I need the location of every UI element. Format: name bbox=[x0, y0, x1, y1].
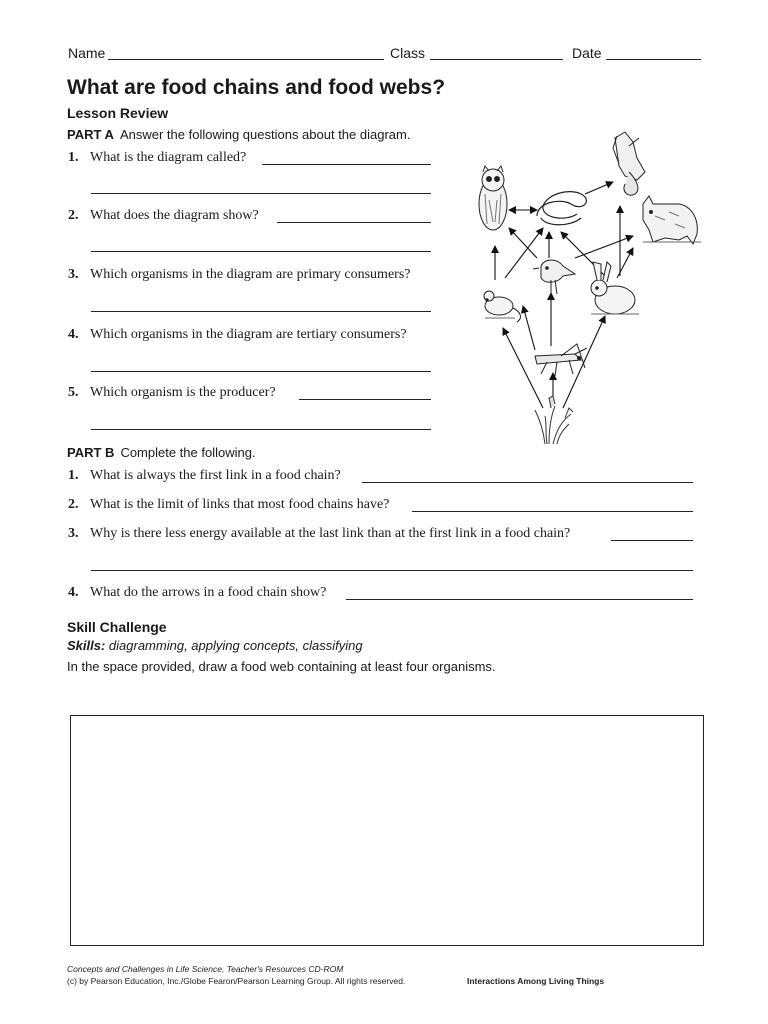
question-number: 4. bbox=[68, 585, 79, 600]
class-label: Class bbox=[390, 45, 426, 61]
question-text: Which organisms in the diagram are tertiary consumers? bbox=[90, 327, 407, 342]
answer-line[interactable] bbox=[611, 540, 693, 541]
question-number: 3. bbox=[68, 267, 79, 282]
snake-icon bbox=[537, 192, 586, 225]
name-field[interactable] bbox=[108, 45, 384, 60]
question-text: What does the diagram show? bbox=[90, 208, 259, 223]
footer-source: Concepts and Challenges in Life Science, Teacher's Resources CD-ROM bbox=[67, 964, 344, 974]
date-field[interactable] bbox=[606, 45, 701, 60]
page-title: What are food chains and food webs? bbox=[67, 76, 446, 99]
part-b-instruction bbox=[67, 445, 256, 460]
hawk-icon bbox=[613, 132, 645, 195]
skills-label: Skills: bbox=[67, 638, 106, 653]
part-b-label: PART B bbox=[67, 445, 115, 460]
question-number: 2. bbox=[68, 208, 79, 223]
skill-challenge-heading: Skill Challenge bbox=[67, 619, 167, 635]
question-text: What is the limit of links that most food chains have? bbox=[90, 497, 390, 512]
question-number: 1. bbox=[68, 468, 79, 483]
food-web-diagram bbox=[465, 128, 710, 450]
skill-challenge-instruction: In the space provided, draw a food web containing at least four organisms. bbox=[67, 659, 496, 674]
answer-line[interactable] bbox=[299, 399, 431, 400]
question-number: 4. bbox=[68, 327, 79, 342]
part-a-question-5 bbox=[68, 385, 438, 405]
fox-icon bbox=[643, 196, 701, 244]
question-text: What is always the first link in a food chain? bbox=[90, 468, 341, 483]
date-label: Date bbox=[572, 45, 602, 61]
question-text: What do the arrows in a food chain show? bbox=[90, 585, 327, 600]
owl-icon bbox=[479, 166, 507, 230]
answer-line[interactable] bbox=[91, 371, 431, 372]
part-b-question-2 bbox=[68, 497, 698, 517]
lesson-review-heading: Lesson Review bbox=[67, 105, 169, 121]
question-number: 3. bbox=[68, 526, 79, 541]
question-number: 1. bbox=[68, 150, 79, 165]
answer-line[interactable] bbox=[91, 251, 431, 252]
answer-line[interactable] bbox=[277, 222, 431, 223]
question-number: 5. bbox=[68, 385, 79, 400]
answer-line[interactable] bbox=[91, 429, 431, 430]
answer-line[interactable] bbox=[346, 599, 693, 600]
name-label: Name bbox=[68, 45, 106, 61]
question-text: Which organisms in the diagram are primary consumers? bbox=[90, 267, 411, 282]
part-a-question-4 bbox=[68, 327, 443, 347]
question-text: What is the diagram called? bbox=[90, 150, 247, 165]
mouse-icon bbox=[484, 291, 520, 322]
answer-line[interactable] bbox=[91, 311, 431, 312]
skills-list: diagramming, applying concepts, classifying bbox=[108, 638, 363, 653]
rabbit-icon bbox=[591, 262, 639, 314]
question-text: Which organism is the producer? bbox=[90, 385, 276, 400]
part-b-question-3 bbox=[68, 526, 698, 546]
part-b-text: Complete the following. bbox=[120, 445, 256, 460]
answer-line[interactable] bbox=[262, 164, 431, 165]
part-a-question-2 bbox=[68, 208, 438, 228]
class-field[interactable] bbox=[430, 45, 563, 60]
answer-line[interactable] bbox=[362, 482, 693, 483]
footer-copyright: (c) by Pearson Education, Inc./Globe Fearon/Pearson Learning Group. All rights reserved. bbox=[67, 976, 406, 986]
answer-line[interactable] bbox=[91, 570, 693, 571]
part-b-question-1 bbox=[68, 468, 698, 488]
answer-line[interactable] bbox=[91, 193, 431, 194]
question-text: Why is there less energy available at the last link than at the first link in a food chain? bbox=[90, 526, 571, 541]
footer-unit: Interactions Among Living Things bbox=[467, 976, 605, 986]
answer-line[interactable] bbox=[412, 511, 693, 512]
drawing-area[interactable] bbox=[70, 715, 704, 946]
student-info-header bbox=[68, 45, 701, 63]
part-a-question-3 bbox=[68, 267, 443, 287]
part-a-text: Answer the following questions about the diagram. bbox=[119, 127, 411, 142]
part-b-question-4 bbox=[68, 585, 698, 605]
part-a-instruction bbox=[67, 127, 410, 142]
part-a-label: PART A bbox=[67, 127, 114, 142]
skills-line bbox=[67, 638, 363, 653]
bird-icon bbox=[533, 260, 575, 294]
question-number: 2. bbox=[68, 497, 79, 512]
part-a-question-1 bbox=[68, 150, 438, 170]
